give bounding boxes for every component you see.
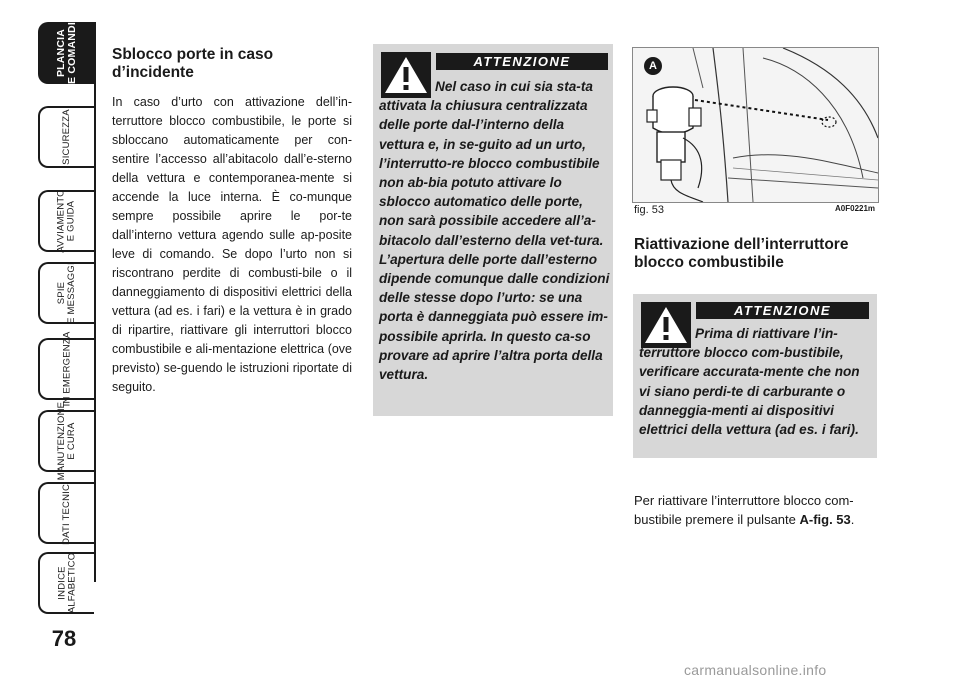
tab-label: IN EMERGENZA — [61, 331, 72, 407]
chapter-sidebar — [0, 0, 110, 692]
warning-box-2 — [633, 294, 877, 458]
tab-label: INDICE ALFABETICO — [56, 552, 78, 614]
tab-manutenzione-e-cura[interactable] — [38, 401, 94, 481]
warning-box-1 — [373, 44, 613, 416]
tab-label: SPIE E MESSAGGI — [56, 262, 77, 324]
tab-indice-alfabetico[interactable] — [38, 552, 94, 614]
switch-illustration — [633, 48, 878, 202]
instructions-text: Per riattivare l’interruttore blocco com-bustibile premere il pulsante — [634, 493, 854, 527]
figure-marker-label: A — [649, 60, 657, 72]
watermark: carmanualsonline.info — [684, 662, 827, 678]
tab-label: AVVIAMENTO E GUIDA — [56, 189, 78, 253]
page-number: 78 — [51, 626, 77, 651]
warning-label: ATTENZIONE — [436, 53, 608, 70]
tab-plancia-e-comandi[interactable] — [38, 22, 94, 84]
warning-label: ATTENZIONE — [696, 302, 869, 319]
warning-text: Prima di riattivare l’in-terruttore blocco com-bustibile, verificare accurata-mente che non vi siano perdi-te di carburante o danneggia-menti ai dispositivi elettrici della vettura (ad es. i fari). — [639, 326, 860, 438]
reactivation-instructions — [634, 491, 879, 529]
tab-label: MANUTENZIONE E CURA — [56, 401, 77, 481]
instructions-end: . — [850, 512, 855, 527]
warning-text: Nel caso in cui sia sta-ta attivata la chiusura centralizzata delle porte dal-l’interno della vettura e, in se-guito ad un urto, l’interrutto-re blocco combustibile non ab-bia potuto attivare lo sblocco automatico delle porte, non sarà possibile accedere all’a-bitacolo dall’esterno della vet-tura. L’apertura delle porte dall’esterno dipende comunque dalle condizioni delle stesse dopo l’urto: se una porta è danneggiata può essere im-possibile aprirla. In questo ca-so provare ad aprire l’altra porta della vettura. — [379, 79, 610, 383]
tab-avviamento-e-guida[interactable] — [38, 190, 94, 252]
tab-spie-e-messaggi[interactable] — [38, 262, 94, 324]
figure-fuel-cutoff-switch — [632, 47, 879, 203]
tab-sicurezza[interactable] — [38, 106, 94, 168]
tab-label: DATI TECNICI — [61, 481, 72, 545]
figure-caption: fig. 53 — [634, 204, 664, 216]
figure-reference: A-fig. 53 — [799, 512, 851, 527]
section-title: Sblocco porte in caso d’incidente — [112, 46, 274, 81]
tab-label: SICUREZZA — [61, 109, 73, 165]
section-title-riattivazione: Riattivazione dell’interruttore blocco combustibile — [634, 236, 849, 271]
figure-code: A0F0221m — [835, 204, 876, 213]
tab-dati-tecnici[interactable] — [38, 482, 94, 544]
section-body: In caso d’urto con attivazione dell’in-terruttore blocco combustibile, le porte si sbloccano automaticamente per con-sentire l’accesso all’abitacolo dall’e-sterno della vettura e contemporanea-mente si accende la luce interna. È co-munque sempre possibile aprire le por-te dall’interno vettura agendo sulle ap-posite leve di comando. Se dopo l’urto non si riscontrano perdite di combusti-bile o il danneggiamento di dispositivi elettrici della vettura (ad es. i fari) e la vettura è in grado di ripartire, riattivare gli interruttori blocco combustibile e ali-mentazione elettrica (ove previsto) se-guendo le istruzioni riportate di seguito. — [112, 94, 352, 394]
section-sblocco-porte — [112, 46, 352, 396]
tab-label: PLANCIA E COMANDI — [55, 22, 79, 84]
sidebar-divider — [94, 22, 96, 582]
tab-in-emergenza[interactable] — [38, 331, 94, 407]
